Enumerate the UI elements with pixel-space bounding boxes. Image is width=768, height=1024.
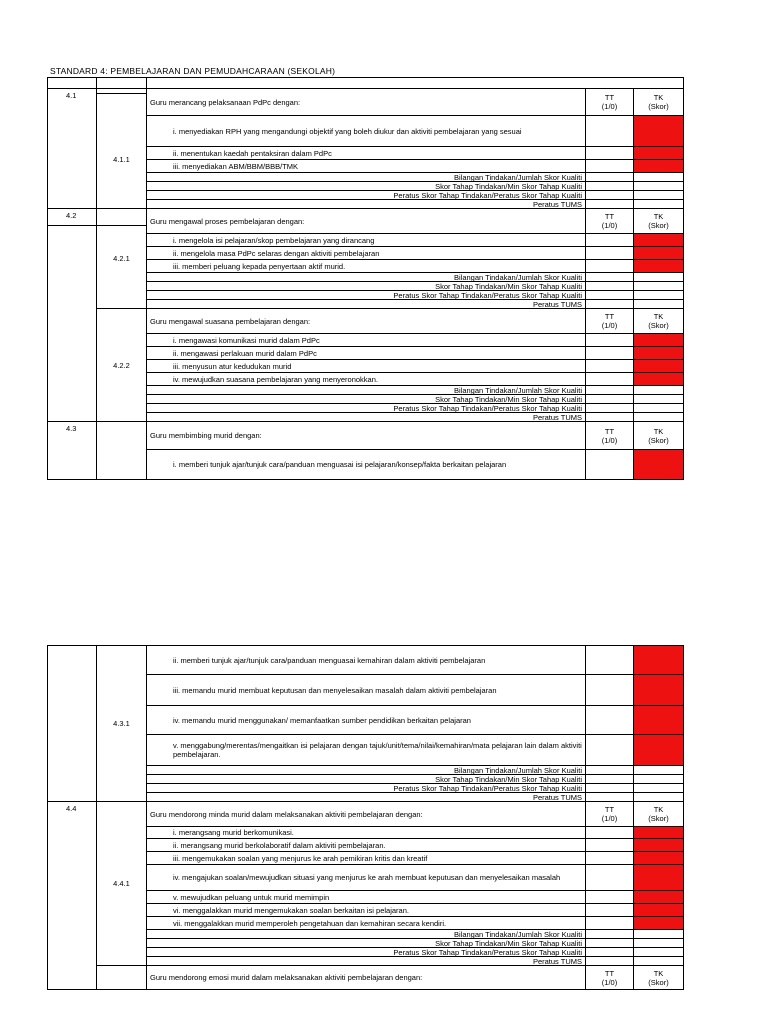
item-text: i. mengawasi komunikasi murid dalam PdPc (146, 333, 586, 347)
tt-cell[interactable] (585, 146, 634, 160)
standard-number: 4.1 (47, 88, 97, 226)
item-text: ii. memberi tunjuk ajar/tunjuk cara/panduan menguasai kemahiran dalam aktiviti pembelajaran (146, 645, 586, 675)
tk-score-cell[interactable] (633, 864, 684, 891)
rubric-grid-part-1 (48, 78, 684, 534)
blank-cell (47, 645, 97, 802)
tk-score-cell[interactable] (633, 233, 684, 247)
substandard-number: 4.1.1 (96, 93, 147, 226)
summary-row-label: Peratus Skor Tahap Tindakan/Peratus Skor Tahap Kualiti (146, 403, 586, 413)
aspect-heading: Guru mendorong minda murid dalam melaksanakan aktiviti pembelajaran dengan: (146, 801, 586, 827)
item-text: ii. menentukan kaedah pentaksiran dalam PdPc (146, 146, 586, 160)
tk-score-cell[interactable] (633, 359, 684, 373)
tt-cell[interactable] (585, 890, 634, 904)
item-text: i. memberi tunjuk ajar/tunjuk cara/panduan menguasai isi pelajaran/konsep/fakta berkaitan pelajaran (146, 449, 586, 480)
tt-cell[interactable] (585, 233, 634, 247)
tt-cell[interactable] (585, 333, 634, 347)
blank-cell (96, 965, 147, 990)
tt-cell[interactable] (585, 851, 634, 865)
tt-cell[interactable] (585, 674, 634, 706)
aspect-heading: Guru mengawal proses pembelajaran dengan: (146, 208, 586, 234)
summary-row-label: Peratus Skor Tahap Tindakan/Peratus Skor Tahap Kualiti (146, 190, 586, 200)
substandard-number: 4.4.1 (96, 801, 147, 966)
rubric-grid-part-2 (48, 646, 684, 1024)
substandard-number: 4.2.1 (96, 208, 147, 309)
summary-row-label: Peratus TUMS (146, 956, 586, 966)
summary-row-label: Skor Tahap Tindakan/Min Skor Tahap Kualiti (146, 281, 586, 291)
tk-score-cell[interactable] (633, 674, 684, 706)
tk-score-cell[interactable] (633, 903, 684, 917)
tt-cell[interactable] (585, 115, 634, 147)
item-text: iii. memandu murid membuat keputusan dan menyelesaikan masalah dalam aktiviti pembelajaran (146, 674, 586, 706)
tt-header: TT (1/0) (585, 208, 634, 234)
tk-score-cell[interactable] (633, 890, 684, 904)
tk-header: TK (Skor) (633, 88, 684, 116)
summary-row-label: Peratus TUMS (146, 412, 586, 422)
substandard-number: 4.2.2 (96, 308, 147, 422)
tk-header: TK (Skor) (633, 801, 684, 827)
item-text: iii. mengemukakan soalan yang menjurus ke arah pemikiran kritis dan kreatif (146, 851, 586, 865)
summary-row-label: Skor Tahap Tindakan/Min Skor Tahap Kualiti (146, 394, 586, 404)
blank-cell (96, 77, 147, 89)
tt-cell[interactable] (585, 346, 634, 360)
tt-header: TT (1/0) (585, 801, 634, 827)
tt-header: TT (1/0) (585, 88, 634, 116)
tk-score-cell[interactable] (633, 146, 684, 160)
tk-score-cell[interactable] (633, 259, 684, 273)
item-text: iv. mewujudkan suasana pembelajaran yang menyeronokkan. (146, 372, 586, 386)
tk-score-cell[interactable] (633, 645, 684, 675)
summary-row-label: Skor Tahap Tindakan/Min Skor Tahap Kualiti (146, 774, 586, 784)
tk-score-cell[interactable] (633, 705, 684, 735)
item-text: i. merangsang murid berkomunikasi. (146, 826, 586, 839)
tk-header: TK (Skor) (633, 421, 684, 450)
item-text: v. menggabung/merentas/mengaitkan isi pelajaran dengan tajuk/unit/tema/nilai/kemahiran/mata pelajaran lain dalam aktiviti pembelajaran. (146, 734, 586, 766)
tk-header: TK (Skor) (633, 308, 684, 334)
tt-cell[interactable] (585, 159, 634, 173)
summary-row-label: Peratus Skor Tahap Tindakan/Peratus Skor Tahap Kualiti (146, 783, 586, 793)
tt-cell[interactable] (585, 705, 634, 735)
summary-row-label: Peratus TUMS (146, 792, 586, 802)
item-text: ii. mengelola masa PdPc selaras dengan aktiviti pembelajaran (146, 246, 586, 260)
tk-header: TK (Skor) (633, 965, 684, 990)
tt-cell[interactable] (585, 246, 634, 260)
summary-row-label: Bilangan Tindakan/Jumlah Skor Kualiti (146, 272, 586, 282)
item-text: iii. menyediakan ABM/BBM/BBB/TMK (146, 159, 586, 173)
summary-row-label: Skor Tahap Tindakan/Min Skor Tahap Kualiti (146, 181, 586, 191)
summary-row-label: Peratus TUMS (146, 299, 586, 309)
blank-cell (96, 421, 147, 480)
tk-score-cell[interactable] (633, 851, 684, 865)
aspect-heading: Guru merancang pelaksanaan PdPc dengan: (146, 88, 586, 116)
substandard-number: 4.3.1 (96, 645, 147, 802)
tt-cell[interactable] (585, 372, 634, 386)
tt-cell[interactable] (585, 449, 634, 480)
tt-cell[interactable] (585, 259, 634, 273)
aspect-heading: Guru mengawal suasana pembelajaran dengan: (146, 308, 586, 334)
tk-score-cell[interactable] (633, 449, 684, 480)
item-text: iii. menyusun atur kedudukan murid (146, 359, 586, 373)
aspect-heading: Guru mendorong emosi murid dalam melaksanakan aktiviti pembelajaran dengan: (146, 965, 586, 990)
tk-score-cell[interactable] (633, 333, 684, 347)
tk-header: TK (Skor) (633, 208, 684, 234)
summary-row-label: Peratus TUMS (146, 199, 586, 209)
summary-row-label: Skor Tahap Tindakan/Min Skor Tahap Kualiti (146, 938, 586, 948)
tt-header: TT (1/0) (585, 308, 634, 334)
summary-row-label: Peratus Skor Tahap Tindakan/Peratus Skor Tahap Kualiti (146, 290, 586, 300)
item-text: iii. memberi peluang kepada penyertaan aktif murid. (146, 259, 586, 273)
item-text: ii. mengawasi perlakuan murid dalam PdPc (146, 346, 586, 360)
tt-cell[interactable] (585, 734, 634, 766)
page-title: STANDARD 4: PEMBELAJARAN DAN PEMUDAHCARAAN (SEKOLAH) (50, 66, 336, 76)
tt-cell[interactable] (585, 359, 634, 373)
tk-score-cell[interactable] (633, 159, 684, 173)
standard-number: 4.2 (47, 208, 97, 422)
tt-cell[interactable] (585, 645, 634, 675)
item-text: ii. merangsang murid berkolaboratif dalam aktiviti pembelajaran. (146, 838, 586, 852)
summary-row-label: Peratus Skor Tahap Tindakan/Peratus Skor Tahap Kualiti (146, 947, 586, 957)
tk-score-cell[interactable] (633, 734, 684, 766)
summary-row-label: Bilangan Tindakan/Jumlah Skor Kualiti (146, 765, 586, 775)
tk-score-cell[interactable] (633, 838, 684, 852)
item-text: i. menyediakan RPH yang mengandungi objektif yang boleh diukur dan aktiviti pembelajaran yang sesuai (146, 115, 586, 147)
summary-row-label: Bilangan Tindakan/Jumlah Skor Kualiti (146, 172, 586, 182)
tk-score-cell[interactable] (633, 916, 684, 930)
summary-row-label: Bilangan Tindakan/Jumlah Skor Kualiti (146, 929, 586, 939)
standard-number: 4.4 (47, 801, 97, 990)
tt-header: TT (1/0) (585, 421, 634, 450)
standard-number: 4.3 (47, 421, 97, 480)
tt-cell[interactable] (585, 916, 634, 930)
aspect-heading: Guru membimbing murid dengan: (146, 421, 586, 450)
tk-score-cell[interactable] (633, 115, 684, 147)
tk-score-cell[interactable] (633, 246, 684, 260)
item-text: iv. memandu murid menggunakan/ memanfaatkan sumber pendidikan berkaitan pelajaran (146, 705, 586, 735)
tt-cell[interactable] (585, 903, 634, 917)
tt-cell[interactable] (585, 838, 634, 852)
item-text: i. mengelola isi pelajaran/skop pembelajaran yang dirancang (146, 233, 586, 247)
summary-row-label: Bilangan Tindakan/Jumlah Skor Kualiti (146, 385, 586, 395)
item-text: v. mewujudkan peluang untuk murid memimpin (146, 890, 586, 904)
tk-score-cell[interactable] (633, 372, 684, 386)
tk-score-cell[interactable] (633, 346, 684, 360)
tt-cell[interactable] (585, 864, 634, 891)
tt-header: TT (1/0) (585, 965, 634, 990)
item-text: vii. menggalakkan murid memperoleh pengetahuan dan kemahiran secara kendiri. (146, 916, 586, 930)
item-text: iv. mengajukan soalan/mewujudkan situasi yang menjurus ke arah membuat keputusan dan menyelesaikan masalah (146, 864, 586, 891)
item-text: vi. menggalakkan murid mengemukakan soalan berkaitan isi pelajaran. (146, 903, 586, 917)
